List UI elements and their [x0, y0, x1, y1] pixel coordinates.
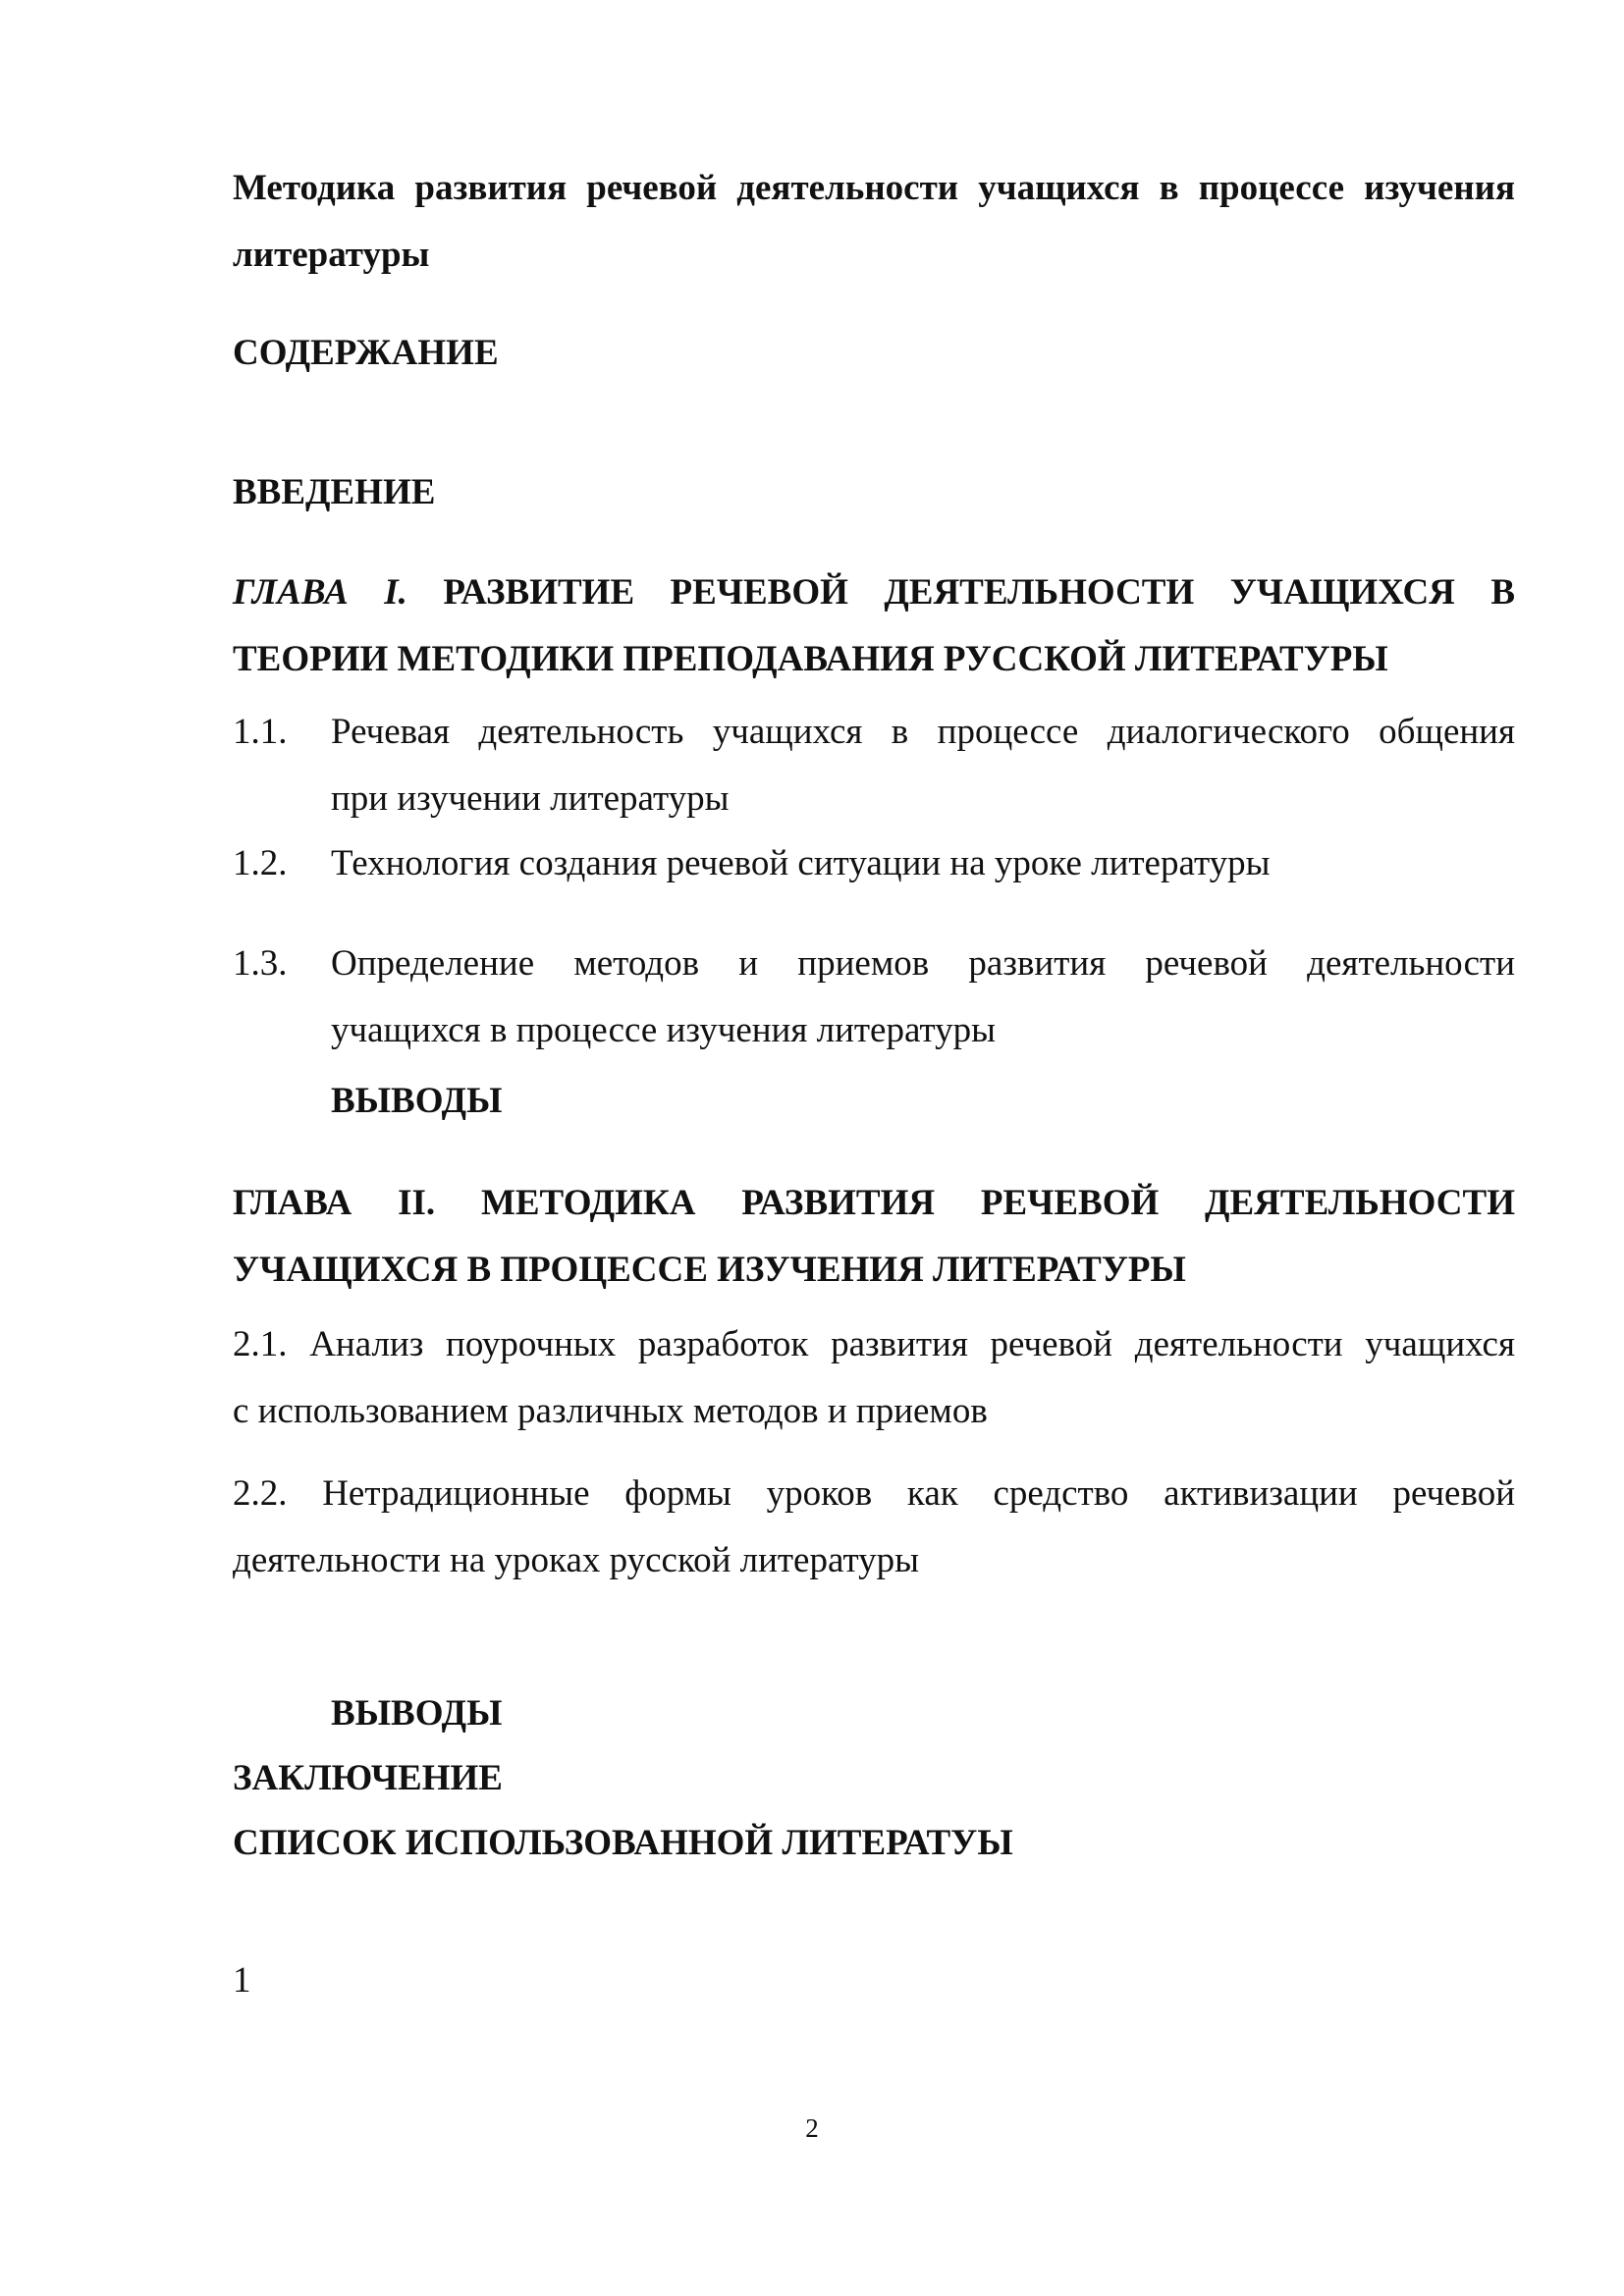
document-title-line-1: Методика развития речевой деятельности учащихся в процессе изучения [233, 168, 1515, 208]
toc-introduction: ВВЕДЕНИЕ [233, 472, 436, 512]
section-1-3-title-line-1: Определение методов и приемов развития речевой деятельности [331, 943, 1515, 984]
chapter2-conclusions: ВЫВОДЫ [331, 1693, 503, 1734]
section-2-1-title-line-1: 2.1. Анализ поурочных разработок развития речевой деятельности учащихся [233, 1324, 1515, 1364]
toc-bibliography: СПИСОК ИСПОЛЬЗОВАННОЙ ЛИТЕРАТУЫ [233, 1823, 1013, 1863]
section-1-3-number: 1.3. [233, 943, 288, 984]
chapter1-title-line-2: ТЕОРИИ МЕТОДИКИ ПРЕПОДАВАНИЯ РУССКОЙ ЛИТЕРАТУРЫ [233, 639, 1388, 679]
chapter1-prefix: ГЛАВА I. [233, 572, 407, 613]
document-title-line-2: литературы [233, 235, 430, 275]
contents-heading: СОДЕРЖАНИЕ [233, 333, 499, 373]
chapter1-title-part: РАЗВИТИЕ РЕЧЕВОЙ ДЕЯТЕЛЬНОСТИ УЧАЩИХСЯ В [443, 572, 1515, 613]
section-1-1-number: 1.1. [233, 712, 288, 752]
section-1-2-title: Технология создания речевой ситуации на уроке литературы [331, 843, 1271, 883]
section-2-2-title-line-2: деятельности на уроках русской литературы [233, 1540, 919, 1580]
chapter1-title-line-1 [233, 560, 1515, 626]
section-1-3-title-line-2: учащихся в процессе изучения литературы [331, 1010, 996, 1050]
stray-number: 1 [233, 1960, 251, 2001]
chapter1-conclusions: ВЫВОДЫ [331, 1081, 503, 1121]
section-1-2-number: 1.2. [233, 843, 288, 883]
section-1-1-title-line-1: Речевая деятельность учащихся в процессе диалогического общения [331, 712, 1515, 752]
toc-conclusion: ЗАКЛЮЧЕНИЕ [233, 1758, 503, 1798]
chapter2-title-line-2: УЧАЩИХСЯ В ПРОЦЕССЕ ИЗУЧЕНИЯ ЛИТЕРАТУРЫ [233, 1250, 1186, 1290]
page-number: 2 [805, 2113, 819, 2143]
section-2-1-title-line-2: с использованием различных методов и приемов [233, 1391, 988, 1431]
section-2-2-title-line-1: 2.2. Нетрадиционные формы уроков как средство активизации речевой [233, 1473, 1515, 1514]
chapter2-title-line-1: ГЛАВА II. МЕТОДИКА РАЗВИТИЯ РЕЧЕВОЙ ДЕЯТЕЛЬНОСТИ [233, 1183, 1515, 1223]
section-1-1-title-line-2: при изучении литературы [331, 778, 730, 819]
